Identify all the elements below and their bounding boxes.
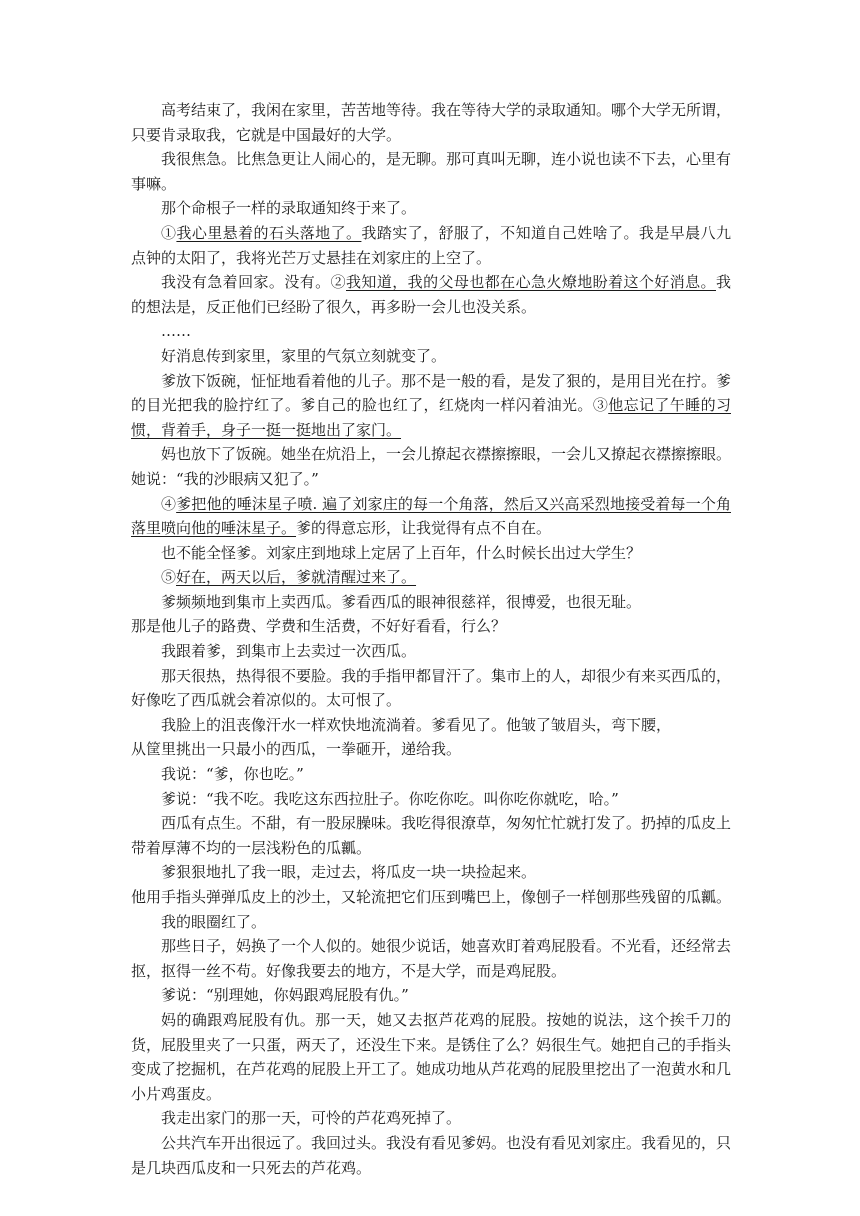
text-span: 爹的得意忘形，让我觉得有点不自在。 <box>296 519 552 538</box>
text-span: 爹说：“我不吃。我吃这东西拉肚子。你吃你吃。叫你吃你就吃，哈。” <box>161 789 619 808</box>
paragraph <box>131 221 731 270</box>
paragraph <box>131 885 731 910</box>
paragraph <box>131 713 731 738</box>
text-span: 他用手指头弹弹瓜皮上的沙土，又轮流把它们压到嘴巴上，像刨子一样刨那些残留的瓜瓤。 <box>131 888 732 906</box>
text-span: 我说：“爹，你也吃。” <box>161 765 304 784</box>
underlined-sentence: 他忘记了午睡的习惯，背着手，身子一挺一挺地出了家门。 <box>131 396 731 439</box>
text-span: 我跟着爹，到集市上去卖过一次西瓜。 <box>161 642 417 661</box>
paragraph <box>131 344 731 369</box>
paragraph <box>131 762 731 787</box>
paragraph <box>131 590 731 615</box>
paragraph <box>131 639 731 664</box>
text-span: 爹频频地到集市上卖西瓜。爹看西瓜的眼神很慈祥，很博爱，也很无耻。 <box>161 592 642 611</box>
article-body <box>131 98 731 1180</box>
paragraph <box>131 811 731 860</box>
text-span: ① <box>161 223 177 242</box>
paragraph <box>131 442 731 491</box>
paragraph <box>131 196 731 221</box>
text-span: 我的想法是，反正他们已经盼了很久，再多盼一会儿也没关系。 <box>131 273 731 316</box>
text-span: ④ <box>161 494 177 513</box>
text-span: 我走出家门的那一天，可怜的芦花鸡死掉了。 <box>161 1109 462 1128</box>
paragraph <box>131 664 731 713</box>
text-span: 高考结束了，我闲在家里，苦苦地等待。我在等待大学的录取通知。哪个大学无所谓，只要肯录取我，它就是中国最好的大学。 <box>131 101 732 144</box>
text-span: 我踏实了，舒服了，不知道自己姓啥了。我是早晨八九点钟的太阳了，我将光芒万丈悬挂在刘家庄的上空了。 <box>131 223 731 267</box>
text-span: 那个命根子一样的录取通知终于来了。 <box>161 199 417 218</box>
paragraph <box>131 541 731 566</box>
underlined-sentence: 我心里悬着的石头落地了。 <box>176 223 362 242</box>
paragraph <box>131 860 731 885</box>
paragraph <box>131 98 731 147</box>
paragraph <box>131 910 731 935</box>
text-span: 那天很热，热得很不要脸。我的手指甲都冒汗了。集市上的人，却很少有来买西瓜的，好像吃了西瓜就会着凉似的。太可恨了。 <box>131 666 732 710</box>
text-span: ⑤ <box>161 568 177 587</box>
text-span: 我很焦急。比焦急更让人闹心的，是无聊。那可真叫无聊，连小说也读不下去，心里有事嘛。 <box>131 150 732 193</box>
underlined-sentence: 我知道，我的父母也都在心急火燎地盼着这个好消息。 <box>346 273 716 292</box>
text-span: 公共汽车开出很远了。我回过头。我没有看见爹妈。也没有看见刘家庄。我看见的，只是几块西瓜皮和一只死去的芦花鸡。 <box>131 1133 732 1177</box>
text-span: 也不能全怪爹。刘家庄到地球上定居了上百年，什么时候长出过大学生？ <box>161 543 642 562</box>
paragraph <box>131 319 731 344</box>
text-span: 从筐里挑出一只最小的西瓜，一拳砸开，递给我。 <box>131 740 462 759</box>
paragraph <box>131 369 731 443</box>
paragraph <box>131 1106 731 1131</box>
text-span: 爹放下饭碗，怔怔地看着他的儿子。那不是一般的看，是发了狠的，是用目光在拧。爹的目光把我的脸拧红了。爹自己的脸也红了，红烧肉一样闪着油光。③ <box>131 371 732 415</box>
text-span: 我脸上的沮丧像汗水一样欢快地流淌着。爹看见了。他皱了皱眉头，弯下腰， <box>161 715 672 734</box>
text-span: 那些日子，妈换了一个人似的。她很少说话，她喜欢盯着鸡屁股看。不光看，还经常去抠，抠得一丝不苟。好像我要去的地方，不是大学，而是鸡屁股。 <box>131 937 732 980</box>
text-span: …… <box>161 322 191 341</box>
paragraph <box>131 492 731 541</box>
paragraph <box>131 614 731 639</box>
paragraph <box>131 737 731 762</box>
paragraph <box>131 1008 731 1106</box>
text-span: 西瓜有点生。不甜，有一股尿臊味。我吃得很潦草，匆匆忙忙就打发了。扔掉的瓜皮上带着厚薄不均的一层浅粉色的瓜瓤。 <box>131 814 732 857</box>
text-span: 爹狠狠地扎了我一眼，走过去，将瓜皮一块一块捡起来。 <box>161 863 537 882</box>
paragraph <box>131 787 731 812</box>
text-span: 妈也放下了饭碗。她坐在炕沿上，一会儿撩起衣襟擦擦眼，一会儿又撩起衣襟擦擦眼。她说：“我的沙眼病又犯了。” <box>131 445 732 488</box>
paragraph <box>131 983 731 1008</box>
text-span: 那是他儿子的路费、学费和生活费，不好好看看，行么？ <box>131 617 507 636</box>
text-span: 我的眼圈红了。 <box>161 912 267 931</box>
text-span: 我没有急着回家。没有。② <box>161 273 346 292</box>
paragraph <box>131 934 731 983</box>
paragraph <box>131 147 731 196</box>
text-span: 妈的确跟鸡屁股有仇。那一天，她又去抠芦花鸡的屁股。按她的说法，这个挨千刀的货，屁股里夹了一只蛋，两天了，还没生下来。是锈住了么？妈很生气。她把自己的手指头变成了挖掘机，在芦花鸡的屁股上开工了。她成功地从芦花鸡的屁股里挖出了一泡黄水和几小片鸡蛋皮。 <box>131 1010 732 1103</box>
text-span: 好消息传到家里，家里的气氛立刻就变了。 <box>161 346 447 365</box>
paragraph <box>131 1131 731 1180</box>
paragraph <box>131 270 731 319</box>
underlined-sentence: 爹把他的唾沫星子喷. 遍了刘家庄的每一个角落，然后又兴高采烈地接受着每一个角落里喷向他的唾沫星子。 <box>131 494 731 538</box>
paragraph <box>131 565 731 590</box>
text-span: 爹说：“别理她，你妈跟鸡屁股有仇。” <box>161 986 409 1005</box>
underlined-sentence: 好在，两天以后，爹就清醒过来了。 <box>176 568 417 587</box>
